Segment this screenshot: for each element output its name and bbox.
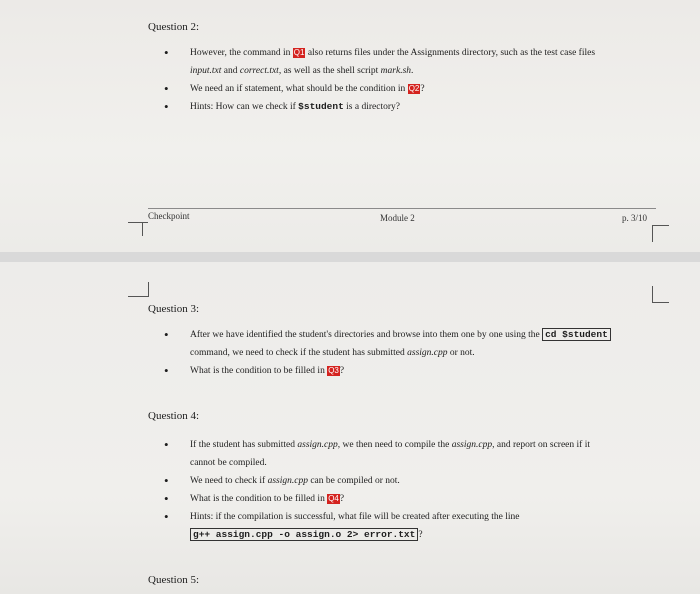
list-item: • We need to check if assign.cpp can be compiled or not.	[164, 472, 674, 490]
question-5-title: Question 5:	[148, 574, 200, 586]
q2-tag: Q2	[408, 84, 420, 93]
question-2-title: Question 2:	[148, 21, 200, 33]
crop-mark	[142, 222, 144, 236]
footer-divider	[148, 208, 656, 209]
page-top	[0, 0, 700, 252]
footer-center: Module 2	[380, 213, 415, 223]
question-3-title: Question 3:	[148, 303, 200, 315]
question-4-bullets	[164, 436, 674, 544]
list-item: • If the student has submitted assign.cpp, we then need to compile the assign.cpp, and report on screen if it cannot be compiled.	[164, 436, 674, 472]
list-item: • After we have identified the student's directories and browse into them one by one using the cd $student command, we need to check if the student has submitted assign.cpp or not.	[164, 326, 664, 362]
crop-mark	[128, 222, 148, 237]
question-3-bullets	[164, 326, 664, 380]
code-cd-student: cd $student	[542, 328, 611, 341]
question-4-title: Question 4:	[148, 410, 200, 422]
q1-tag: Q1	[293, 48, 305, 57]
footer-page-number: p. 3/10	[622, 213, 648, 223]
list-item: • What is the condition to be filled in Q4?	[164, 490, 674, 508]
crop-mark	[652, 225, 669, 242]
q4-tag: Q4	[328, 494, 339, 503]
page-bottom	[0, 262, 700, 594]
code-compile-command: g++ assign.cpp -o assign.o 2> error.txt	[190, 528, 418, 541]
crop-mark	[652, 286, 669, 303]
code-student: $student	[298, 101, 344, 112]
crop-mark	[128, 282, 149, 297]
list-item: • However, the command in Q1 also returns files under the Assignments directory, such as the test case files input.txt and correct.txt, as well as the shell script mark.sh.	[164, 44, 664, 80]
q3-tag: Q3	[328, 366, 339, 375]
question-2-bullets	[164, 44, 664, 116]
list-item: • Hints: if the compilation is successful, what file will be created after executing the line g++ assign.cpp -o assign.o 2> error.txt ?	[164, 508, 674, 544]
list-item: • What is the condition to be filled in Q3?	[164, 362, 664, 380]
list-item: • We need an if statement, what should be the condition in Q2?	[164, 80, 664, 98]
list-item: • Hints: How can we check if $student is a directory?	[164, 98, 664, 116]
footer-left: Checkpoint	[148, 211, 190, 221]
